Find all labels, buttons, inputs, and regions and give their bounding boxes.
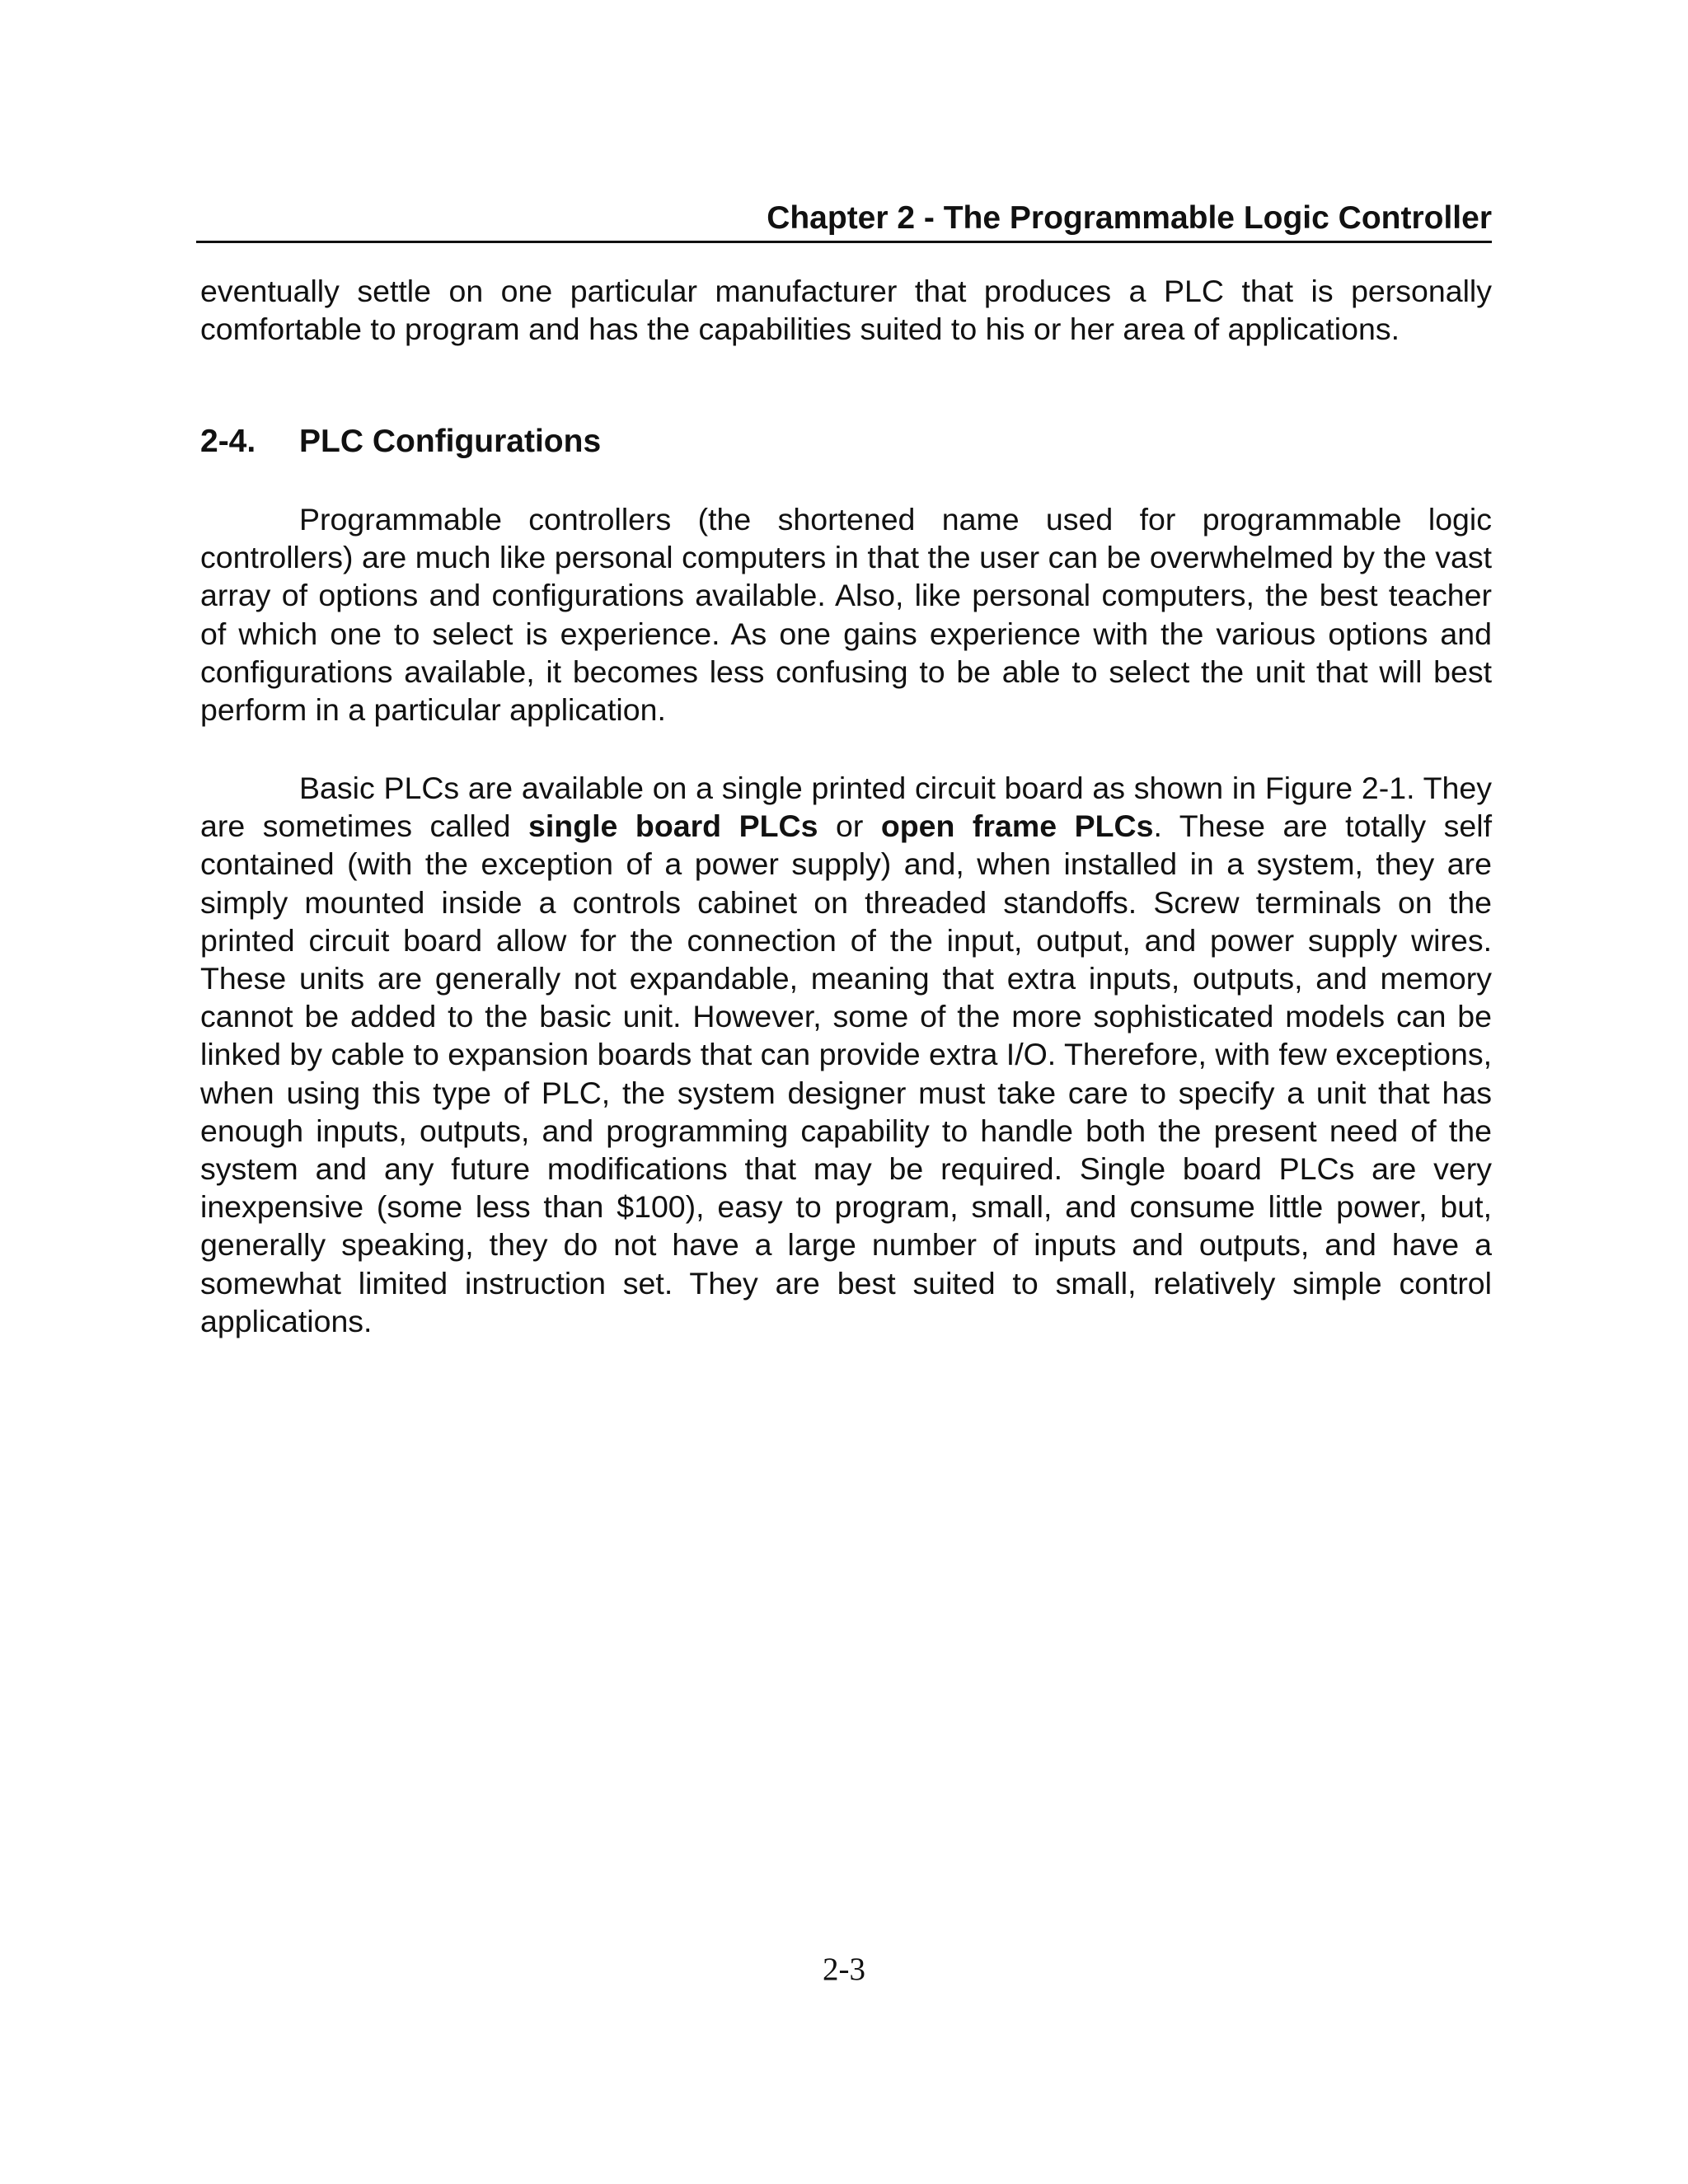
paragraph-text-segment: Basic PLCs are available on a single printed circuit board as shown in Figure 2-1. They are sometimes called [200,771,1492,844]
intro-paragraph: eventually settle on one particular manufacturer that produces a PLC that is personally comfortable to program and has the capabilities suited to his or her area of applications. [200,274,1492,347]
section-title: PLC Configurations [299,424,602,459]
term-single-board-plcs: single board PLCs [528,808,818,844]
term-open-frame-plcs: open frame PLCs [880,808,1154,844]
paragraph-text-segment: . These are totally self contained (with the exception of a power supply) and, when installed in a system, they are simply mounted inside a controls cabinet on threaded standoffs. Screw terminals on the printed circuit board allow for the connection of the input, output, and power supply wires. These units are generally not expandable, meaning that extra inputs, outputs, and memory cannot be added to the basic unit. However, some of the more sophisticated models can be linked by cable to expansion boards that can provide extra I/O. Therefore, with few exceptions, when using this type of PLC, the system designer must take care to specify a unit that has enough inputs, outputs, and programming capability to handle both the present need of the system and any future modifications that may be required. Single board PLCs are very inexpensive (some less than $100), easy to program, small, and consume little power, but, generally speaking, they do not have a large number of inputs and outputs, and have a somewhat limited instruction set. They are best suited to small, relatively simple control applications. [200,808,1493,1338]
paragraph-single-board [200,769,1492,1340]
section-number: 2-4. [200,424,256,459]
header-rule [196,241,1492,243]
paragraph-configurations: Programmable controllers (the shortened name used for programmable logic controllers) are much like personal computers in that the user can be overwhelmed by the vast array of options and configurations available. Also, like personal computers, the best teacher of which one to select is experience. As one gains experience with the various options and configurations available, it becomes less confusing to be able to select the unit that will best perform in a particular application. [200,502,1492,728]
section-heading [200,423,601,461]
page-number: 2-3 [823,1952,865,1987]
running-head: Chapter 2 - The Programmable Logic Controller [767,200,1492,236]
paragraph-text-segment: or [818,808,881,844]
